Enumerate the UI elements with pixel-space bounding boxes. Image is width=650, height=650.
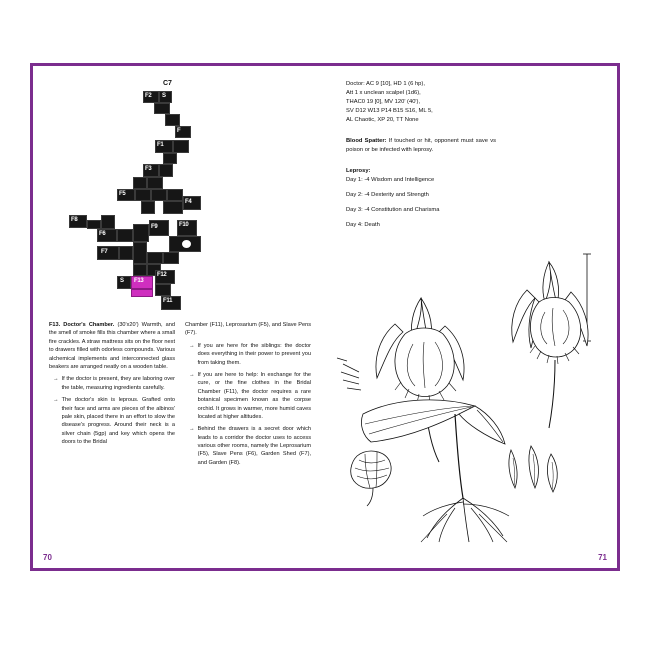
map-cell: [151, 189, 167, 201]
blood-spatter-title: Blood Spatter:: [346, 137, 387, 144]
arrow-icon: →: [189, 342, 195, 349]
map-cell: [133, 224, 149, 242]
stat-lines: [346, 80, 496, 125]
room-label-f2: F2: [145, 93, 152, 99]
arrow-icon: →: [189, 371, 195, 378]
map-cell: [87, 220, 101, 229]
room-label-f5: F5: [119, 191, 126, 197]
list-item-text: If the doctor is present, they are laboring over the table, measuring ingredients carefully.: [61, 376, 175, 391]
stat-line-5: AL Chaotic, XP 20, TT None: [346, 116, 419, 123]
blood-spatter-block: [346, 137, 496, 155]
blood-spatter-text: If touched or hit, opponent must save vs poison or be infected with leprosy.: [346, 137, 496, 153]
map-cell: [117, 229, 133, 242]
room-label-s-bottom: S: [120, 278, 124, 284]
map-cell: [141, 201, 155, 214]
stat-line-1: Doctor: AC 9 [10], HD 1 (6 hp),: [346, 81, 425, 87]
map-cell: [135, 189, 151, 201]
page-number-right: 71: [598, 553, 607, 562]
column-two: [185, 321, 311, 471]
entry-body: (30'x20') Warmth, and the smell of smoke fills this chamber where a small fire crackles. A straw mattress sits on the floor next to drawers filled with odorless compounds. Various alchemical implements and interconnected glass beakers are arranged neatly on a wooden table.: [49, 322, 176, 370]
map-cell-highlighted: [131, 289, 153, 297]
room-label-f: F: [177, 128, 181, 134]
orchid-illustration: [335, 246, 613, 546]
stat-line-4: SV D12 W13 P14 B15 S16, ML 5,: [346, 107, 433, 114]
list-item: [49, 375, 175, 392]
map-cell: [165, 114, 180, 126]
arrow-icon: →: [53, 397, 59, 404]
page-number-left: 70: [43, 553, 52, 562]
map-cell: [101, 215, 115, 229]
map-cell: [133, 177, 147, 189]
room-label-f12: F12: [157, 272, 167, 278]
leprosy-day-3: Day 3: -4 Constitution and Charisma: [346, 206, 440, 213]
map-cell: [173, 140, 189, 153]
list-item-text: Behind the drawers is a secret door which leads to a corridor the doctor uses to access various other rooms, namely the Leprosarium (F5), Slave Pens (F6), Garden Shed (F7), and Garden (F8).: [197, 426, 311, 466]
list-item-text: If you are here to help: In exchange for the cure, or the fine clothes in the Bridal Chamber (F11), the doctor requires a rare botanical specimen known as the corpse orchid. It grows in warmer, more humid caves located at higher altitudes.: [197, 371, 311, 420]
entry-heading: F13. Doctor's Chamber.: [49, 322, 115, 328]
room-label-f6: F6: [99, 231, 106, 237]
leprosy-title: Leprosy:: [346, 167, 371, 174]
room-label-s-top: S: [162, 93, 166, 99]
map-cell: [133, 264, 147, 276]
monster-stat-block: [346, 80, 496, 230]
map-cell: [155, 284, 171, 296]
stat-line-2: Att 1 x unclean scalpel (1d6),: [346, 89, 421, 96]
arrow-icon: →: [53, 376, 59, 383]
map-cell: [163, 153, 177, 164]
list-item: [185, 342, 311, 367]
room-label-f7: F7: [101, 249, 108, 255]
map-cell: [163, 252, 179, 264]
list-item: [185, 425, 311, 467]
leprosy-day-4: Day 4: Death: [346, 221, 380, 228]
leprosy-day-1: Day 1: -4 Wisdom and Intelligence: [346, 176, 435, 183]
leprosy-block: [346, 167, 496, 176]
map-cell: [159, 164, 173, 177]
map-cell: [147, 252, 163, 264]
map-cell: [154, 103, 170, 114]
room-label-f10: F10: [179, 222, 189, 228]
map-feature-circle: [181, 239, 192, 249]
map-cell: [147, 177, 163, 189]
room-label-f8: F8: [71, 217, 78, 223]
leprosy-day-2: Day 2: -4 Dexterity and Strength: [346, 191, 429, 198]
map-cell: [133, 242, 147, 264]
list-item: [49, 396, 175, 446]
room-label-f9: F9: [151, 224, 158, 230]
stat-line-3: THAC0 19 [0], MV 120' (40'),: [346, 98, 421, 105]
arrow-icon: →: [189, 426, 195, 433]
room-label-f4: F4: [185, 199, 192, 205]
continuation-paragraph: Chamber (F11), Leprosarium (F5), and Slave Pens (F7).: [185, 322, 311, 337]
dungeon-map: [55, 80, 305, 315]
room-label-f1: F1: [157, 142, 164, 148]
book-spread: [30, 63, 620, 571]
map-cell: [119, 246, 133, 260]
room-label-f13: F13: [134, 278, 144, 284]
room-label-f11: F11: [163, 298, 173, 304]
list-item-text: If you are here for the siblings: the doctor does everything in their power to prevent you from taking them.: [197, 342, 311, 366]
column-one: [49, 321, 175, 471]
list-item: [185, 371, 311, 421]
room-label-f3: F3: [145, 166, 152, 172]
map-label-c7: C7: [163, 80, 172, 87]
right-page: [325, 66, 617, 568]
left-text-columns: [49, 321, 311, 471]
entry-paragraph: [49, 321, 175, 371]
list-item-text: The doctor's skin is leprous. Grafted onto their face and arms are pieces of the albinos' pale skin, placed there in an effort to slow the disease's progress. Around their neck is a silver chain (5gp) and key which opens the doors to the Bridal: [61, 397, 175, 446]
map-cell: [167, 189, 183, 201]
map-cell: [163, 201, 183, 214]
left-page: [33, 66, 325, 568]
